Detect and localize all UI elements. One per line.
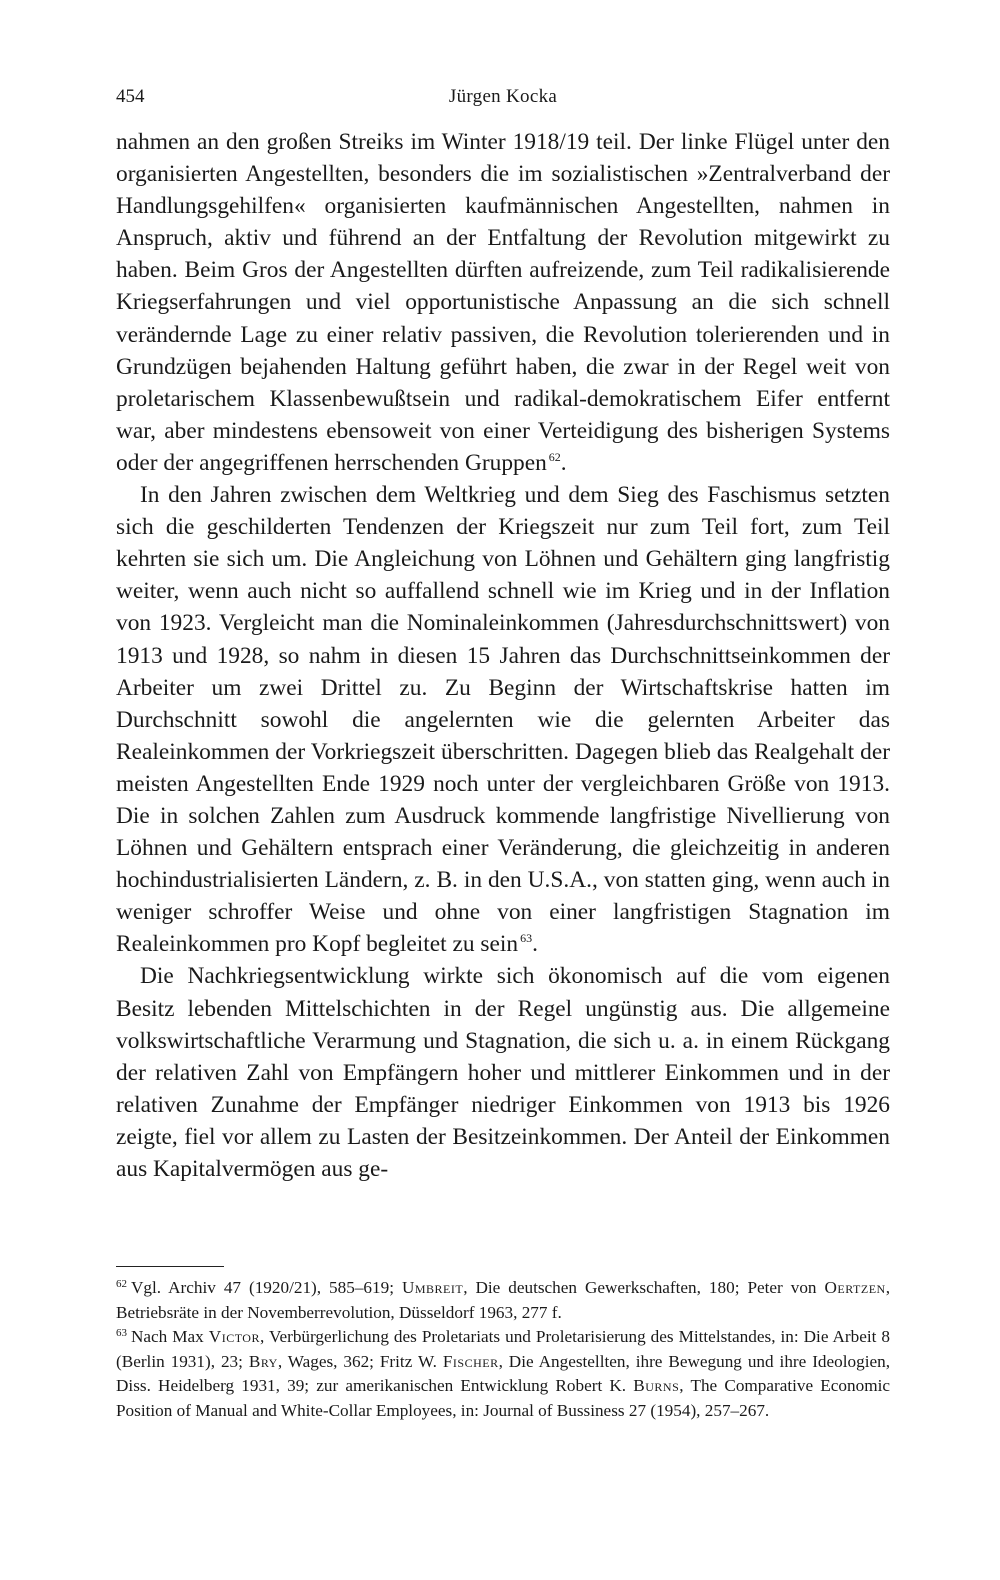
paragraph-text: Die Nachkriegsentwicklung wirkte sich ökonomisch auf die vom eigenen Besitz lebenden Mittelschichten in der Regel ungünstig aus. Die allgemeine volkswirtschaftliche Verarmung und Stagnation, die sich u. a. in einem Rückgang der relativen Zahl von Empfängern hoher und mittlerer Einkommen und in der relativen Zunahme der Empfänger niedriger Einkommen von 1913 bis 1926 zeigte, fiel vor allem zu Lasten der Besitzeinkommen. Der Anteil der Einkommen aus Kapitalvermögen aus ge- <box>116 963 890 1182</box>
footnote-62 <box>116 1276 890 1325</box>
author-name: Burns <box>633 1376 680 1396</box>
paragraph-3 <box>116 960 890 1185</box>
paragraph-text: In den Jahren zwischen dem Weltkrieg und dem Sieg des Faschismus setzten sich die geschilderten Tendenzen der Kriegszeit nur zum Teil fort, zum Teil kehrten sie sich um. Die Angleichung von Löhnen und Gehältern ging langfristig weiter, wenn auch nicht so auffallend schnell wie im Krieg und in der Inflation von 1923. Vergleicht man die Nominaleinkommen (Jahresdurchschnittswert) von 1913 und 1928, so nahm in diesen 15 Jahren das Durchschnittseinkommen der Arbeiter um zwei Drittel zu. Zu Beginn der Wirtschaftskrise hatten im Durchschnitt sowohl die angelernten wie die gelernten Arbeiter das Realeinkommen der Vorkriegszeit überschritten. Dagegen blieb das Realgehalt der meisten Angestellten Ende 1929 noch unter der vergleichbaren Größe von 1913. Die in solchen Zahlen zum Ausdruck kommende langfristige Nivellierung von Löhnen und Gehältern entsprach einer Veränderung, die gleichzeitig in anderen hochindustrialisierten Ländern, z. B. in den U.S.A., von statten ging, wenn auch in weniger schroffer Weise und ohne von einer langfristigen Stagnation im Realeinkommen pro Kopf begleitet zu sein <box>116 482 890 958</box>
paragraph-end: . <box>560 449 567 476</box>
author-name: Victor <box>208 1327 260 1347</box>
author-name: Oertzen <box>824 1278 886 1297</box>
footnote-number: 62 <box>116 1278 127 1290</box>
running-head: Jürgen Kocka <box>448 86 558 107</box>
footnote-number: 63 <box>116 1327 127 1340</box>
paragraph-2 <box>116 479 890 960</box>
footnote-63 <box>116 1325 890 1423</box>
book-page <box>116 86 890 1420</box>
paragraph-end: . <box>532 931 538 958</box>
author-name: Umbreit <box>401 1278 464 1297</box>
footnote-text: Vgl. Archiv 47 (1920/21), 585–619; <box>131 1278 402 1297</box>
body-text <box>116 126 890 1185</box>
author-name: Bry <box>248 1351 278 1371</box>
paragraph-1 <box>116 126 890 479</box>
author-name: Fischer <box>442 1351 499 1371</box>
footnote-text: , Betriebsräte in der Novemberrevolution, Düsseldorf 1963, 277 f. <box>116 1278 890 1322</box>
footnote-text: , Verbürgerlichung des Proletariats und Proletarisierung des Mittelstandes, in: Die Arbeit 8 (Berlin 1931), 23; <box>116 1327 890 1371</box>
page-number: 454 <box>116 86 145 107</box>
footnotes <box>116 1276 890 1424</box>
footnote-divider <box>116 1266 224 1267</box>
footnote-text: , Die deutschen Gewerkschaften, 180; Peter von <box>463 1278 825 1297</box>
footnote-text: , The Comparative Economic Position of Manual and White-Collar Employees, in: Journal of Bussiness 27 (1954), 257–267. <box>116 1376 890 1420</box>
paragraph-text: nahmen an den großen Streiks im Winter 1918/19 teil. Der linke Flügel unter den organisierten Angestellten, besonders die im sozialistischen »Zentralverband der Handlungsgehilfen« organisierten kaufmännischen Angestellten, nahmen in Anspruch, aktiv und führend an der Entfaltung der Revolution mitgewirkt zu haben. Beim Gros der Angestellten dürften aufreizende, zum Teil radikalisierende Kriegserfahrungen und viel opportunistische Anpassung an die sich schnell verändernde Lage zu einer relativ passiven, die Revolution tolerierenden und in Grundzügen bejahenden Haltung geführt haben, die zwar in der Regel weit von proletarischem Klassenbewußtsein und radikal-demokratischem Eifer entfernt war, aber mindestens ebensoweit von einer Verteidigung des bisherigen Systems oder der angegriffenen herrschenden Gruppen <box>116 129 890 476</box>
footnote-text: , Die Angestellten, ihre Bewegung und ihre Ideologien, Diss. Heidelberg 1931, 39; zur amerikanischen Entwicklung Robert K. <box>116 1351 890 1396</box>
footnote-text: , Wages, 362; Fritz W. <box>277 1351 443 1371</box>
page-header <box>116 86 890 120</box>
footnote-reference[interactable]: 62 <box>548 449 561 464</box>
footnote-reference[interactable]: 63 <box>520 931 533 946</box>
footnote-text: Nach Max <box>131 1327 209 1347</box>
